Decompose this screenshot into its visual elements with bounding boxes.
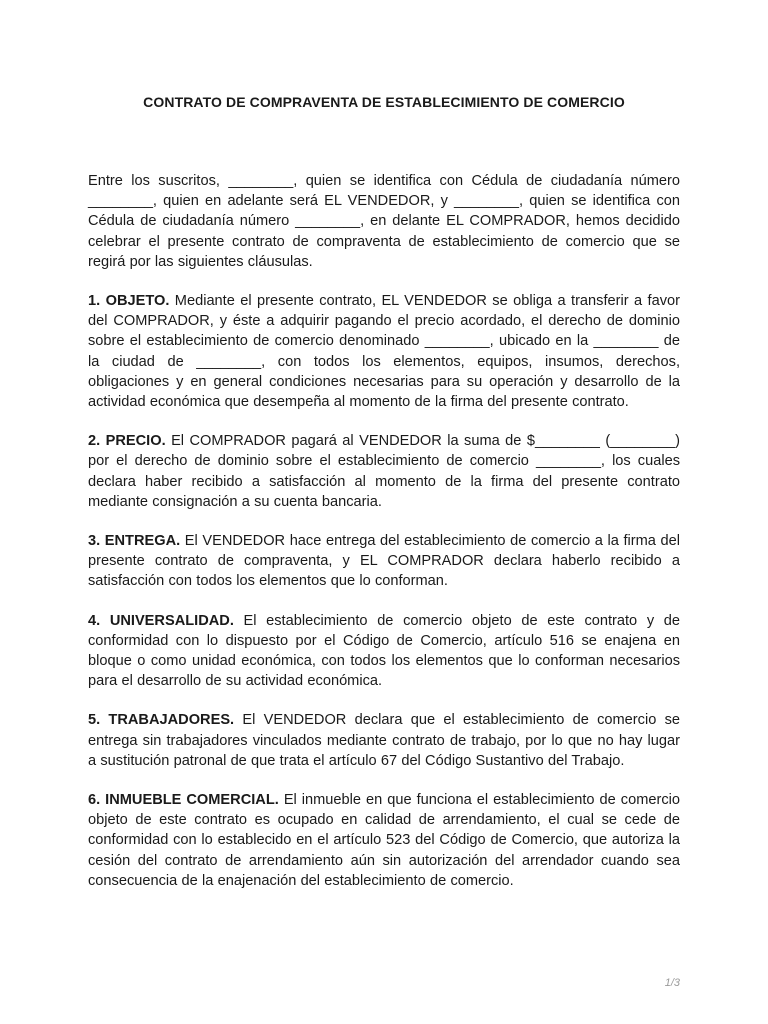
page-number: 1/3	[664, 977, 680, 989]
clause-text: El VENDEDOR hace entrega del establecimiento de comercio a la firma del presente contrato de compraventa, y EL COMPRADOR declara haberlo recibido a satisfacción con todos los elementos que lo conforman.	[88, 533, 680, 590]
clause-text: Mediante el presente contrato, EL VENDEDOR se obliga a transferir a favor del COMPRADOR, y éste a adquirir pagando el precio acordado, el derecho de dominio sobre el establecimiento de comercio denominado ________, ubicado en la ________ de la ciudad de ________, con todos los elementos, equipos, insumos, derechos, obligaciones y en general condiciones necesarias para su operación y desarrollo de la actividad económica que desempeña al momento de la firma del presente contrato.	[88, 293, 680, 411]
clause-heading: 2. PRECIO.	[88, 433, 166, 450]
clause-precio	[88, 431, 680, 512]
clause-heading: 5. TRABAJADORES.	[88, 712, 235, 729]
clause-text: El VENDEDOR declara que el establecimiento de comercio se entrega sin trabajadores vinculados mediante contrato de trabajo, por lo que no hay lugar a sustitución patronal de que trata el artículo 67 del Código Sustantivo del Trabajo.	[88, 712, 680, 769]
clause-universalidad	[88, 611, 680, 692]
clause-heading: 6. INMUEBLE COMERCIAL.	[88, 792, 279, 809]
document-body	[88, 171, 680, 910]
document-title: CONTRATO DE COMPRAVENTA DE ESTABLECIMIENTO DE COMERCIO	[143, 94, 625, 110]
clause-heading: 1. OBJETO.	[88, 293, 170, 310]
clause-heading: 4. UNIVERSALIDAD.	[88, 612, 234, 629]
clause-trabajadores	[88, 710, 680, 771]
intro-paragraph: Entre los suscritos, ________, quien se identifica con Cédula de ciudadanía número ________, quien en adelante será EL VENDEDOR, y ________, quien se identifica con Cédula de ciudadanía número ________, en delante EL COMPRADOR, hemos decidido celebrar el presente contrato de compraventa de establecimiento de comercio que se regirá por las siguientes cláusulas.	[88, 173, 680, 270]
clause-inmueble-comercial	[88, 790, 680, 891]
clause-text: El inmueble en que funciona el establecimiento de comercio objeto de este contrato es ocupado en calidad de arrendamiento, el cual se cede de conformidad con lo establecido en el artículo 523 del Código de Comercio, que autoriza la cesión del contrato de arrendamiento aún sin autorización del arrendador cuando sea consecuencia de la enajenación del establecimiento de comercio.	[88, 792, 680, 889]
clause-text: El establecimiento de comercio objeto de este contrato y de conformidad con lo dispuesto por el Código de Comercio, artículo 516 se enajena en bloque o como unidad económica, con todos los elementos que lo conforman necesarios para el desarrollo de su actividad económica.	[88, 612, 680, 690]
clause-heading: 3. ENTREGA.	[88, 533, 181, 550]
clause-entrega	[88, 531, 680, 592]
clause-objeto	[88, 291, 680, 412]
clause-text: El COMPRADOR pagará al VENDEDOR la suma de $________ (________) por el derecho de dominio sobre el establecimiento de comercio ________, los cuales declara haber recibido a satisfacción al momento de la firma del presente contrato mediante consignación a su cuenta bancaria.	[88, 433, 680, 510]
